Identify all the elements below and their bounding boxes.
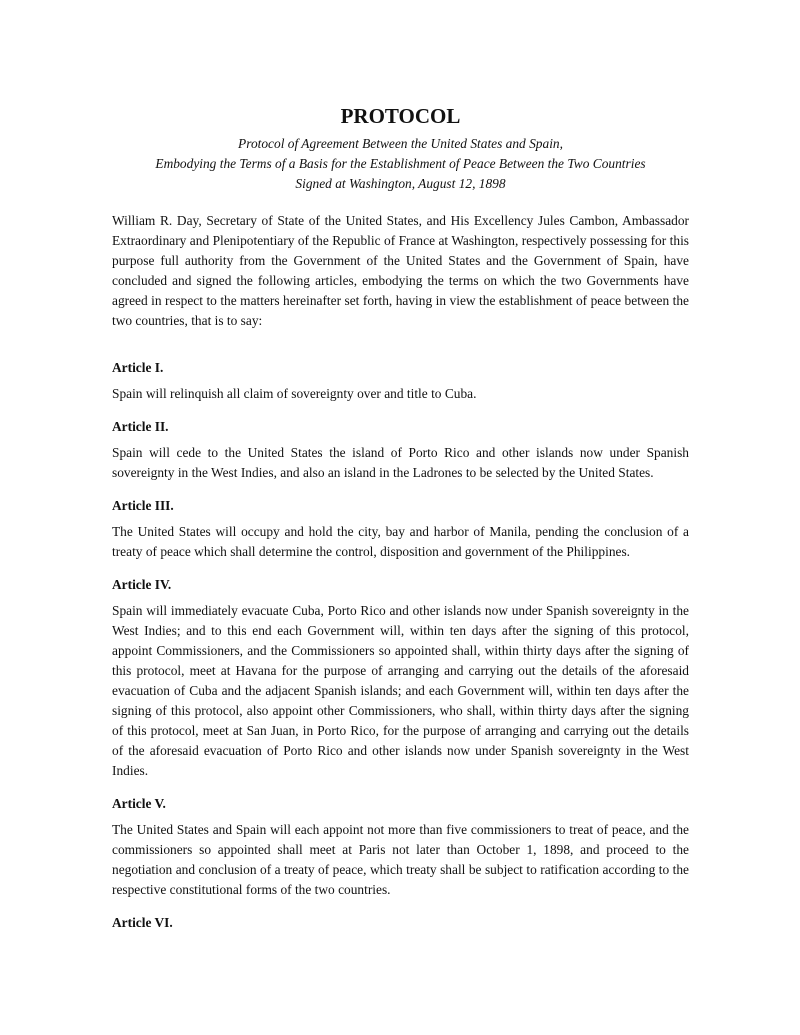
article-text: Spain will immediately evacuate Cuba, Porto Rico and other islands now under Spanish sovereignty in the West Indies; and to this end each Government will, within ten days after the signing of this protocol, appoint Commissioners, and the Commissioners so appointed shall, within thirty days after the signing of this protocol, meet at Havana for the purpose of arranging and carrying out the details of the aforesaid evacuation of Cuba and the adjacent Spanish islands; and each Government will, within ten days after the signing of this protocol, also appoint other Commissioners, who shall, within thirty days after the signing of this protocol, meet at San Juan, in Porto Rico, for the purpose of arranging and carrying out the details of the aforesaid evacuation of Porto Rico and other islands now under Spanish sovereignty in the West Indies. [112,603,689,778]
article-heading: Article IV. [112,577,172,592]
document-body [112,211,689,946]
article-text: Spain will cede to the United States the island of Porto Rico and other islands now under Spanish sovereignty in the West Indies, and also an island in the Ladrones to be selected by the United States. [112,445,689,480]
subtitle-line: Protocol of Agreement Between the United States and Spain, [238,136,563,151]
article-heading: Article II. [112,419,169,434]
document-subtitle [112,134,689,194]
article-4 [112,575,689,781]
article-5 [112,794,689,900]
article-heading: Article I. [112,360,164,375]
intro-paragraph: William R. Day, Secretary of State of the United States, and His Excellency Jules Cambon, Ambassador Extraordinary and Plenipotentiary of the Republic of France at Washington, respectively possessing for this purpose full authority from the Government of the United States and the Government of Spain, have concluded and signed the following articles, embodying the terms on which the two Governments have agreed in respect to the matters hereinafter set forth, having in view the establishment of peace between the two countries, that is to say: [112,213,689,328]
subtitle-line: Embodying the Terms of a Basis for the Establishment of Peace Between the Two Countries [155,156,646,171]
document-title: PROTOCOL [340,104,461,128]
article-2 [112,417,689,483]
article-text: The United States will occupy and hold the city, bay and harbor of Manila, pending the conclusion of a treaty of peace which shall determine the control, disposition and government of the Philippines. [112,524,689,559]
article-1 [112,358,689,404]
article-heading: Article VI. [112,915,173,930]
article-heading: Article V. [112,796,166,811]
article-3 [112,496,689,562]
article-6 [112,913,689,933]
article-text: Spain will relinquish all claim of sovereignty over and title to Cuba. [112,386,477,401]
subtitle-line: Signed at Washington, August 12, 1898 [295,176,506,191]
article-heading: Article III. [112,498,174,513]
article-text: The United States and Spain will each appoint not more than five commissioners to treat of peace, and the commissioners so appointed shall meet at Paris not later than October 1, 1898, and proceed to the negotiation and conclusion of a treaty of peace, which treaty shall be subject to ratification according to the respective constitutional forms of the two countries. [112,822,689,897]
